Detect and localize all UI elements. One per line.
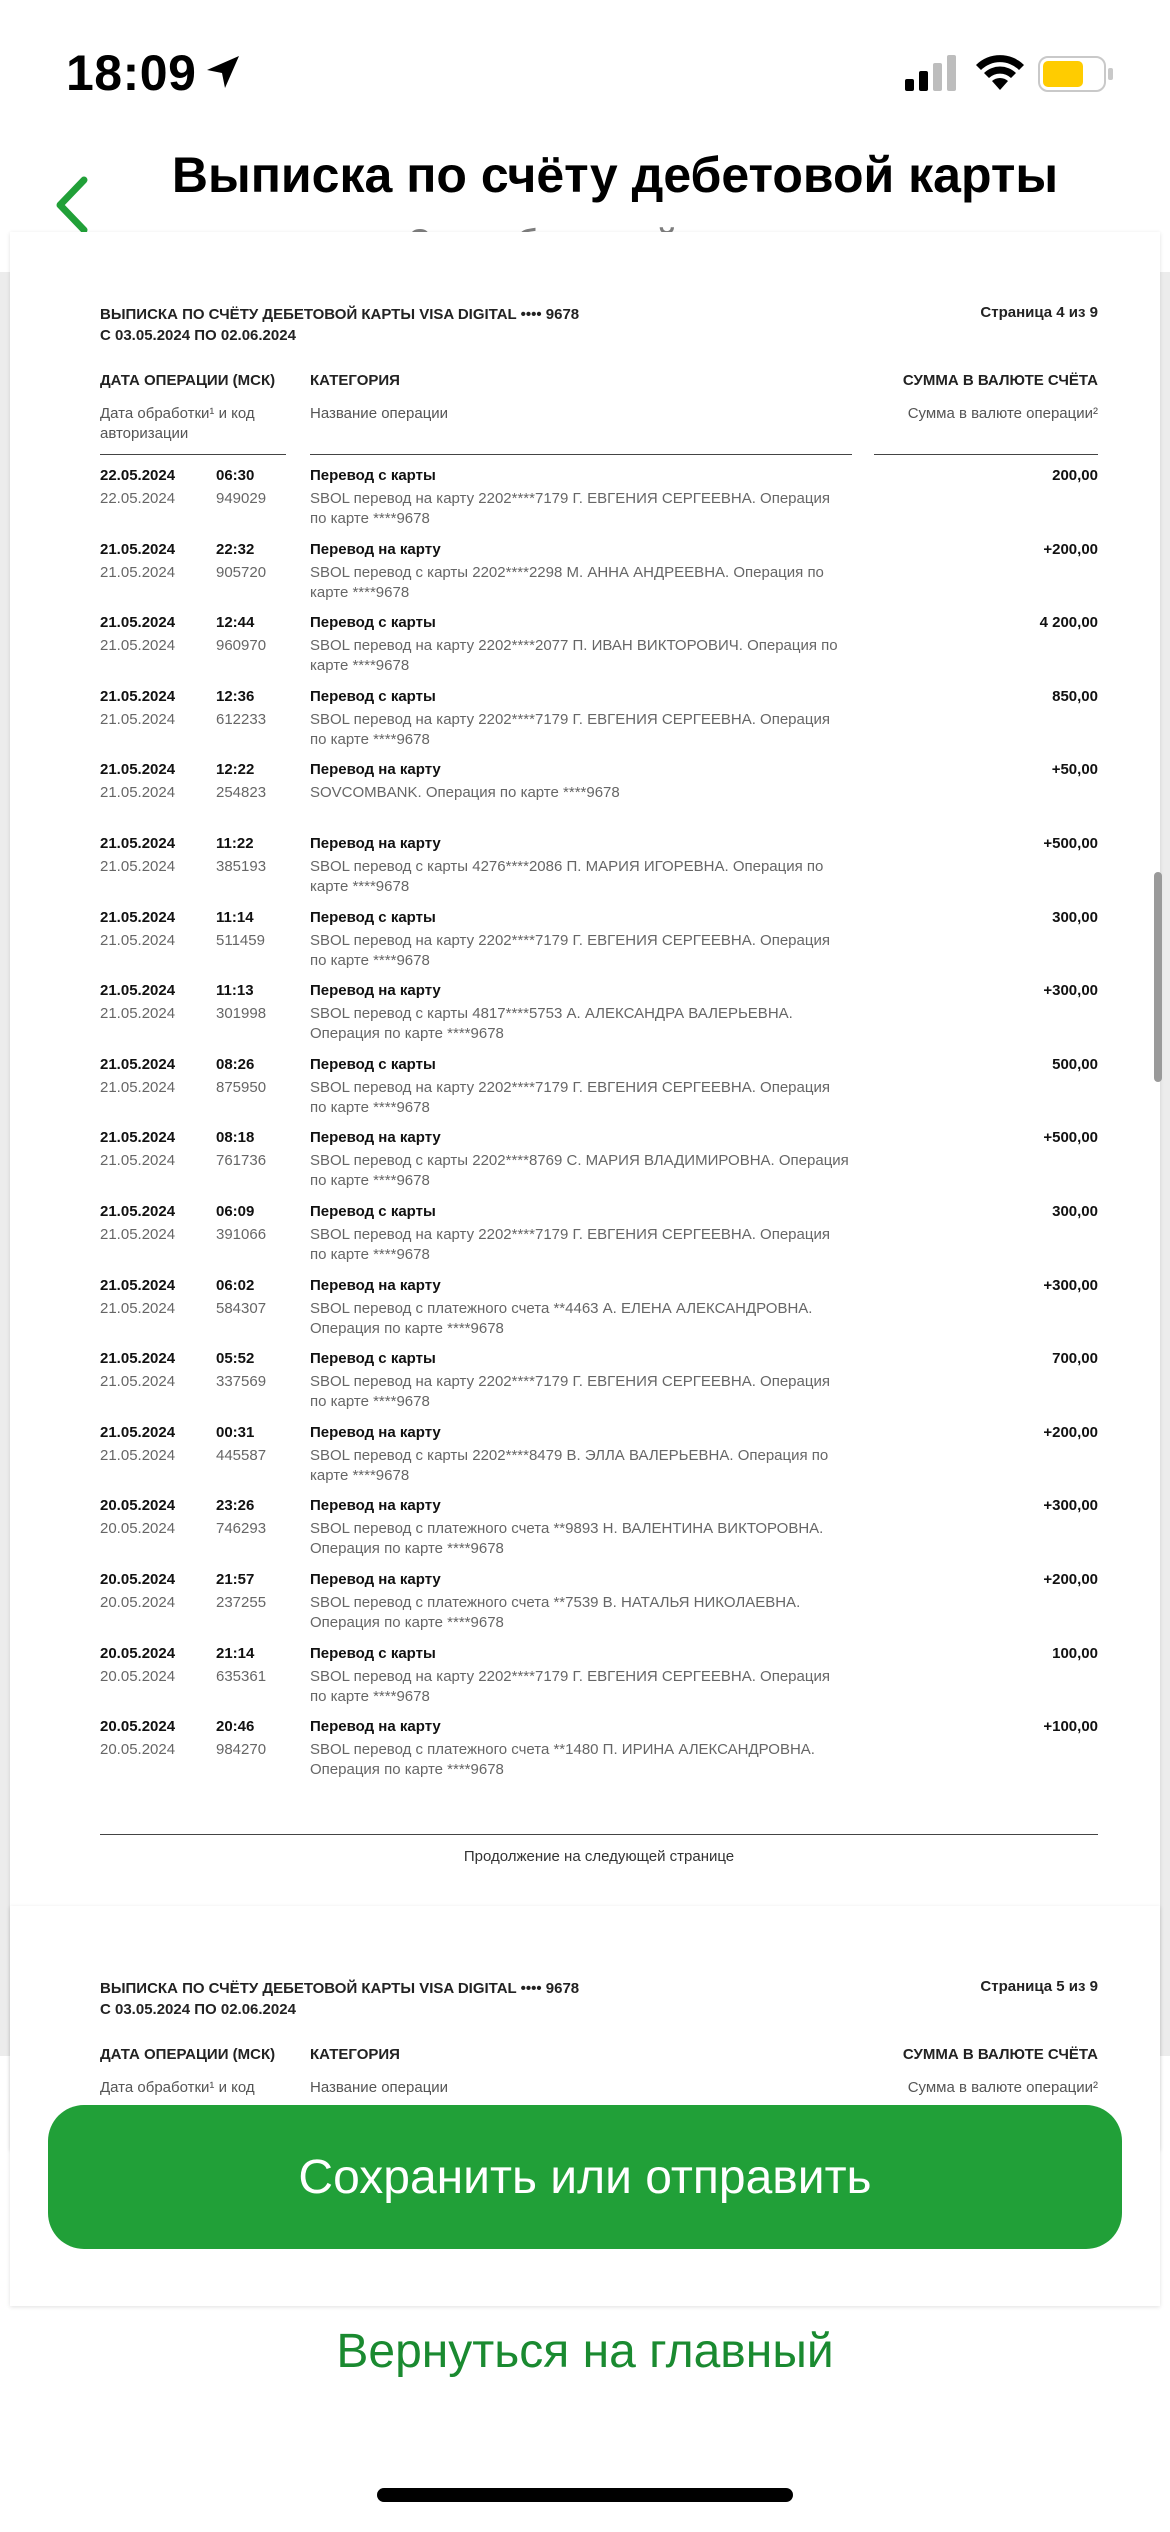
operation-description: SOVCOMBANK. Операция по карте ****9678 <box>310 784 620 802</box>
processing-date: 21.05.2024 <box>100 1446 176 1464</box>
operation-time: 11:14 <box>216 908 254 926</box>
operation-date: 21.05.2024 <box>100 1055 176 1073</box>
operation-category: Перевод на карту <box>310 1276 441 1294</box>
operation-description: SBOL перевод на карту 2202****7179 Г. ЕВГЕНИЯ СЕРГЕЕВНА. Операция по карте ****9678 <box>310 1373 830 1411</box>
column-header-amount: СУММА В ВАЛЮТЕ СЧЁТА <box>902 372 1098 389</box>
operation-description: SBOL перевод с платежного счета **9893 Н. ВАЛЕНТИНА ВИКТОРОВНА. Операция по карте ****9678 <box>310 1520 824 1558</box>
processing-date: 21.05.2024 <box>100 857 176 875</box>
divider <box>100 454 286 455</box>
operation-description: SBOL перевод с платежного счета **7539 В. НАТАЛЬЯ НИКОЛАЕВНА. Операция по карте ****9678 <box>310 1593 801 1631</box>
authorization-code: 905720 <box>216 563 267 581</box>
column-header-category: КАТЕГОРИЯ <box>310 2046 400 2063</box>
transaction-row <box>100 908 1098 982</box>
authorization-code: 385193 <box>216 857 267 875</box>
operation-amount: +200,00 <box>1043 540 1098 558</box>
operation-date: 21.05.2024 <box>100 1129 176 1147</box>
operation-description: SBOL перевод с платежного счета **1480 П. ИРИНА АЛЕКСАНДРОВНА. Операция по карте ****9678 <box>310 1741 815 1779</box>
operation-time: 11:13 <box>216 982 254 1000</box>
scrollbar[interactable] <box>1154 872 1162 1082</box>
statement-heading <box>100 304 1098 346</box>
operation-date: 22.05.2024 <box>100 467 176 484</box>
operation-amount: +300,00 <box>1043 1276 1098 1294</box>
processing-date: 21.05.2024 <box>100 931 176 949</box>
operation-date: 21.05.2024 <box>100 687 176 705</box>
column-header-amount: СУММА В ВАЛЮТЕ СЧЁТА <box>902 2046 1098 2063</box>
statement-period: С 03.05.2024 ПО 02.06.2024 <box>100 327 296 344</box>
operation-category: Перевод на карту <box>310 1423 441 1441</box>
operation-category: Перевод на карту <box>310 1129 441 1147</box>
continuation-note: Продолжение на следующей странице <box>463 1848 735 1865</box>
divider <box>310 454 852 455</box>
transaction-row <box>100 1202 1098 1276</box>
operation-description: SBOL перевод с карты 4817****5753 А. АЛЕКСАНДРА ВАЛЕРЬЕВНА. Операция по карте ****9678 <box>310 1005 793 1043</box>
operation-time: 22:32 <box>216 540 255 558</box>
operation-time: 12:22 <box>216 761 255 779</box>
authorization-code: 984270 <box>216 1741 267 1759</box>
operation-description: SBOL перевод на карту 2202****7179 Г. ЕВГЕНИЯ СЕРГЕЕВНА. Операция по карте ****9678 <box>310 931 830 969</box>
processing-date: 20.05.2024 <box>100 1741 176 1759</box>
operation-date: 21.05.2024 <box>100 834 176 852</box>
operation-date: 21.05.2024 <box>100 614 176 632</box>
processing-date: 21.05.2024 <box>100 637 176 655</box>
operation-amount: 700,00 <box>1052 1350 1098 1368</box>
operation-date: 21.05.2024 <box>100 1350 176 1368</box>
operation-amount: 300,00 <box>1052 1202 1098 1220</box>
column-subheader-amount: Сумма в валюте операции² <box>907 2079 1098 2096</box>
column-subheader-date: Дата обработки¹ и код <box>100 2079 255 2096</box>
operation-description: SBOL перевод на карту 2202****7179 Г. ЕВГЕНИЯ СЕРГЕЕВНА. Операция по карте ****9678 <box>310 1667 830 1705</box>
operation-category: Перевод на карту <box>310 1570 441 1588</box>
transaction-row <box>100 1128 1098 1202</box>
transaction-row <box>100 1717 1098 1791</box>
operation-date: 20.05.2024 <box>100 1497 176 1515</box>
page-number: Страница 5 из 9 <box>980 1978 1098 1995</box>
home-indicator <box>377 2488 793 2502</box>
authorization-code: 761736 <box>216 1152 267 1170</box>
transaction-row <box>100 540 1098 614</box>
transaction-row <box>100 1644 1098 1718</box>
operation-category: Перевод с карты <box>310 1350 436 1368</box>
authorization-code: 635361 <box>216 1667 267 1685</box>
operation-amount: +500,00 <box>1043 834 1098 852</box>
operation-amount: +50,00 <box>1051 761 1098 779</box>
operation-date: 21.05.2024 <box>100 982 176 1000</box>
operation-amount: 300,00 <box>1052 908 1098 926</box>
authorization-code: 612233 <box>216 710 267 728</box>
operation-date: 21.05.2024 <box>100 1202 176 1220</box>
processing-date: 21.05.2024 <box>100 1152 176 1170</box>
wifi-icon <box>975 52 1025 92</box>
processing-date: 21.05.2024 <box>100 784 176 802</box>
operation-amount: +500,00 <box>1043 1129 1098 1147</box>
operation-amount: 850,00 <box>1052 687 1098 705</box>
processing-date: 21.05.2024 <box>100 710 176 728</box>
document-viewer[interactable] <box>0 272 1170 2096</box>
operation-time: 20:46 <box>216 1718 255 1736</box>
authorization-code: 254823 <box>216 784 267 802</box>
operation-category: Перевод с карты <box>310 614 436 632</box>
operation-amount: 200,00 <box>1052 467 1098 484</box>
operation-date: 21.05.2024 <box>100 540 176 558</box>
authorization-code: 301998 <box>216 1005 267 1023</box>
column-subheader-category: Название операции <box>310 2079 449 2096</box>
operation-category: Перевод на карту <box>310 834 441 852</box>
column-subheader-category: Название операции <box>310 405 449 422</box>
cellular-signal-icon <box>905 55 957 91</box>
transaction-row <box>100 466 1098 540</box>
operation-category: Перевод с карты <box>310 1644 436 1662</box>
transaction-row <box>100 1570 1098 1644</box>
operation-date: 20.05.2024 <box>100 1570 176 1588</box>
operation-description: SBOL перевод на карту 2202****7179 Г. ЕВГЕНИЯ СЕРГЕЕВНА. Операция по карте ****9678 <box>310 490 830 527</box>
processing-date: 21.05.2024 <box>100 563 176 581</box>
operation-category: Перевод на карту <box>310 1497 441 1515</box>
operation-time: 06:30 <box>216 467 255 484</box>
operation-description: SBOL перевод с карты 2202****8769 С. МАРИЯ ВЛАДИМИРОВНА. Операция по карте ****9678 <box>310 1152 849 1190</box>
authorization-code: 511459 <box>216 931 265 949</box>
operation-category: Перевод с карты <box>310 467 436 484</box>
operation-date: 21.05.2024 <box>100 908 176 926</box>
column-header-category: КАТЕГОРИЯ <box>310 372 400 389</box>
operation-description: SBOL перевод с карты 2202****2298 М. АННА АНДРЕЕВНА. Операция по карте ****9678 <box>310 563 824 601</box>
column-subheader-date: Дата обработки¹ и код авторизации <box>100 405 255 442</box>
transaction-row <box>100 1423 1098 1497</box>
operation-category: Перевод с карты <box>310 1055 436 1073</box>
authorization-code: 237255 <box>216 1593 267 1611</box>
operation-category: Перевод с карты <box>310 908 436 926</box>
authorization-code: 875950 <box>216 1078 267 1096</box>
authorization-code: 949029 <box>216 490 267 507</box>
divider <box>874 454 1098 455</box>
page-number: Страница 4 из 9 <box>980 304 1098 321</box>
operation-time: 06:02 <box>216 1276 255 1294</box>
battery-icon <box>1038 56 1114 92</box>
operation-amount: +300,00 <box>1043 982 1098 1000</box>
operation-time: 06:09 <box>216 1202 255 1220</box>
operation-date: 20.05.2024 <box>100 1644 176 1662</box>
operation-amount: 500,00 <box>1052 1055 1098 1073</box>
processing-date: 20.05.2024 <box>100 1593 176 1611</box>
operation-description: SBOL перевод с карты 2202****8479 В. ЭЛЛА ВАЛЕРЬЕВНА. Операция по карте ****9678 <box>310 1446 829 1484</box>
operation-time: 23:26 <box>216 1497 255 1515</box>
operation-date: 21.05.2024 <box>100 761 176 779</box>
transaction-row <box>100 687 1098 761</box>
operation-time: 05:52 <box>216 1350 255 1368</box>
operation-amount: +100,00 <box>1043 1718 1098 1736</box>
authorization-code: 391066 <box>216 1225 267 1243</box>
statement-heading <box>100 1978 1098 2020</box>
operation-description: SBOL перевод на карту 2202****7179 Г. ЕВГЕНИЯ СЕРГЕЕВНА. Операция по карте ****9678 <box>310 1225 830 1263</box>
operation-description: SBOL перевод с платежного счета **4463 А. ЕЛЕНА АЛЕКСАНДРОВНА. Операция по карте ****9678 <box>310 1299 813 1337</box>
save-or-send-button[interactable]: Сохранить или отправить <box>48 2105 1122 2249</box>
transaction-row <box>100 981 1098 1055</box>
transaction-row <box>100 613 1098 687</box>
processing-date: 20.05.2024 <box>100 1667 176 1685</box>
page-title: Выписка по счёту дебетовой карты <box>171 147 1059 203</box>
statement-title: ВЫПИСКА ПО СЧЁТУ ДЕБЕТОВОЙ КАРТЫ VISA DIGITAL •••• 9678 <box>100 1980 580 1997</box>
authorization-code: 960970 <box>216 637 267 655</box>
statement-period: С 03.05.2024 ПО 02.06.2024 <box>100 2001 296 2018</box>
operation-category: Перевод на карту <box>310 982 441 1000</box>
transaction-row <box>100 1349 1098 1423</box>
operation-time: 08:26 <box>216 1055 255 1073</box>
operation-time: 00:31 <box>216 1423 255 1441</box>
authorization-code: 746293 <box>216 1520 267 1538</box>
transaction-row <box>100 760 1098 834</box>
statement-title: ВЫПИСКА ПО СЧЁТУ ДЕБЕТОВОЙ КАРТЫ VISA DIGITAL •••• 9678 <box>100 306 580 323</box>
operation-date: 21.05.2024 <box>100 1423 176 1441</box>
operation-category: Перевод на карту <box>310 761 441 779</box>
transaction-row <box>100 1055 1098 1129</box>
processing-date: 21.05.2024 <box>100 1299 176 1317</box>
operation-amount: +300,00 <box>1043 1497 1098 1515</box>
operation-category: Перевод с карты <box>310 1202 436 1220</box>
statement-page <box>10 232 1160 2150</box>
authorization-code: 445587 <box>216 1446 267 1464</box>
transaction-row <box>100 834 1098 908</box>
column-subheader-amount: Сумма в валюте операции² <box>907 405 1098 422</box>
back-to-main-button[interactable]: Вернуться на главный <box>336 2325 834 2378</box>
operation-amount: 4 200,00 <box>1039 614 1098 632</box>
divider <box>100 1834 1098 1835</box>
status-bar <box>0 0 1170 150</box>
processing-date: 21.05.2024 <box>100 1005 176 1023</box>
column-header-date: ДАТА ОПЕРАЦИИ (МСК) <box>100 372 276 389</box>
authorization-code: 584307 <box>216 1299 267 1317</box>
transaction-row <box>100 1496 1098 1570</box>
operation-category: Перевод с карты <box>310 687 436 705</box>
processing-date: 21.05.2024 <box>100 1373 176 1391</box>
processing-date: 21.05.2024 <box>100 1225 176 1243</box>
operation-date: 20.05.2024 <box>100 1718 176 1736</box>
operation-amount: +200,00 <box>1043 1570 1098 1588</box>
operation-category: Перевод на карту <box>310 540 441 558</box>
processing-date: 21.05.2024 <box>100 1078 176 1096</box>
operation-time: 08:18 <box>216 1129 255 1147</box>
column-header-date: ДАТА ОПЕРАЦИИ (МСК) <box>100 2046 276 2063</box>
operation-time: 21:57 <box>216 1570 255 1588</box>
processing-date: 22.05.2024 <box>100 490 176 507</box>
operation-date: 21.05.2024 <box>100 1276 176 1294</box>
transaction-row <box>100 1276 1098 1350</box>
transactions-list <box>100 466 1098 1791</box>
authorization-code: 337569 <box>216 1373 267 1391</box>
operation-description: SBOL перевод на карту 2202****7179 Г. ЕВГЕНИЯ СЕРГЕЕВНА. Операция по карте ****9678 <box>310 1078 830 1116</box>
operation-description: SBOL перевод с карты 4276****2086 П. МАРИЯ ИГОРЕВНА. Операция по карте ****9678 <box>310 857 824 895</box>
operation-time: 21:14 <box>216 1644 255 1662</box>
operation-description: SBOL перевод на карту 2202****7179 Г. ЕВГЕНИЯ СЕРГЕЕВНА. Операция по карте ****9678 <box>310 710 830 748</box>
operation-amount: 100,00 <box>1052 1644 1098 1662</box>
status-time: 18:09 <box>66 45 197 101</box>
operation-amount: +200,00 <box>1043 1423 1098 1441</box>
operation-category: Перевод на карту <box>310 1718 441 1736</box>
operation-description: SBOL перевод на карту 2202****2077 П. ИВАН ВИКТОРОВИЧ. Операция по карте ****9678 <box>310 637 838 675</box>
processing-date: 20.05.2024 <box>100 1520 176 1538</box>
operation-time: 12:36 <box>216 687 255 705</box>
operation-time: 12:44 <box>216 614 255 632</box>
location-arrow-icon <box>203 52 243 92</box>
operation-time: 11:22 <box>216 834 254 852</box>
